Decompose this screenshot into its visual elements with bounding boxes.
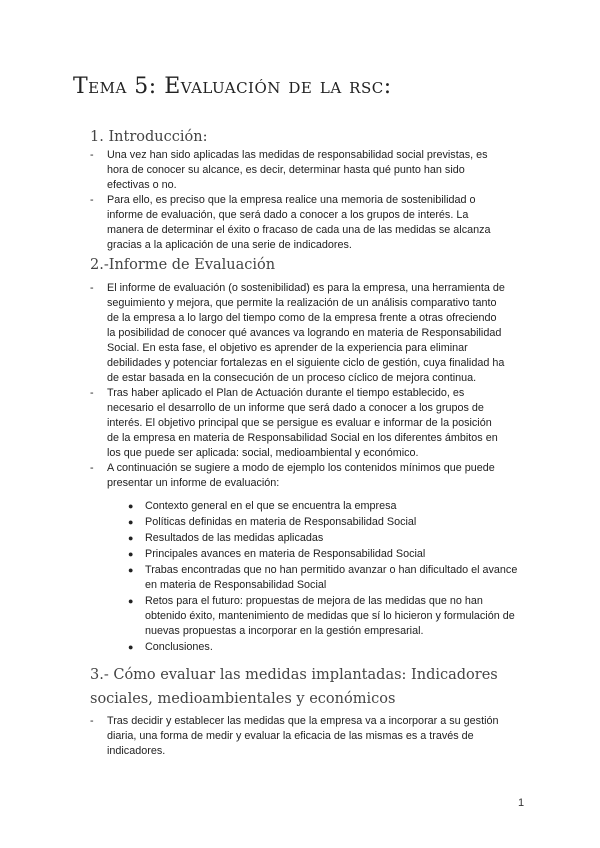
contents-bullet-list	[128, 499, 520, 656]
bullet-item: ● Políticas definidas en materia de Responsabilidad Social	[128, 516, 417, 528]
bullet-item: ● Conclusiones.	[128, 641, 213, 653]
dash-icon: -	[90, 149, 94, 161]
bullet-item: ● Contexto general en el que se encuentra la empresa	[128, 500, 397, 512]
list-item: - Tras haber aplicado el Plan de Actuación durante el tiempo establecido, es necesario el desarrollo de un informe que será dado a conocer a los grupos de interés. El objetivo principal que se persigue es evaluar e informar de la posición de la empresa en materia de Responsabilidad Social en los diferentes ámbitos en los que puede ser aplicada: social, medioambiental y económico.	[90, 387, 498, 459]
section-1-heading: 1. Introducción:	[90, 129, 208, 145]
section-3-heading: 3.- Cómo evaluar las medidas implantadas: Indicadores sociales, medioambientales y económicos	[90, 667, 498, 707]
section-3-list	[90, 714, 505, 759]
page-title: Tema 5: Evaluación de la rsc:	[73, 74, 392, 99]
list-item: - A continuación se sugiere a modo de ejemplo los contenidos mínimos que puede presentar un informe de evaluación:	[90, 462, 495, 489]
bullet-icon: ●	[128, 501, 134, 511]
dash-icon: -	[90, 282, 94, 294]
section-1-list	[90, 148, 505, 253]
section-2-heading: 2.-Informe de Evaluación	[90, 257, 276, 273]
dash-icon: -	[90, 462, 94, 474]
bullet-icon: ●	[128, 549, 134, 559]
bullet-item: ● Trabas encontradas que no han permitido avanzar o han dificultado el avance en materia de Responsabilidad Social	[128, 564, 518, 591]
dash-icon: -	[90, 387, 94, 399]
bullet-item: ● Principales avances en materia de Responsabilidad Social	[128, 548, 426, 560]
dash-icon: -	[90, 715, 94, 727]
bullet-icon: ●	[128, 642, 134, 652]
bullet-icon: ●	[128, 596, 134, 606]
bullet-icon: ●	[128, 565, 134, 575]
bullet-icon: ●	[128, 517, 134, 527]
list-item: - Una vez han sido aplicadas las medidas de responsabilidad social previstas, es hora de conocer su alcance, es decir, determinar hasta qué punto han sido efectivas o no.	[90, 149, 488, 191]
list-item: - Tras decidir y establecer las medidas que la empresa va a incorporar a su gestión diaria, una forma de medir y evaluar la eficacia de las mismas es a través de indicadores.	[90, 715, 499, 757]
section-2-list	[90, 281, 505, 491]
bullet-icon: ●	[128, 533, 134, 543]
page-number: 1	[518, 797, 525, 809]
bullet-item: ● Resultados de las medidas aplicadas	[128, 532, 324, 544]
list-item: - Para ello, es preciso que la empresa realice una memoria de sostenibilidad o informe de evaluación, que será dado a conocer a los grupos de interés. La manera de determinar el éxito o fracaso de cada una de las medidas se alcanza gracias a la aplicación de una serie de indicadores.	[90, 194, 491, 251]
list-item: - El informe de evaluación (o sostenibilidad) es para la empresa, una herramienta de seguimiento y mejora, que permite la realización de un análisis comparativo tanto de la empresa a lo largo del tiempo como de la empresa frente a otras ofreciendo la posibilidad de conocer qué avances va logrando en materia de Responsabilidad Social. En esta fase, el objetivo es aprender de la experiencia para eliminar debilidades y potenciar fortalezas en el siguiente ciclo de gestión, cuya finalidad ha de estar basada en la consecución de un proceso cíclico de mejora continua.	[90, 282, 505, 384]
dash-icon: -	[90, 194, 94, 206]
bullet-item: ● Retos para el futuro: propuestas de mejora de las medidas que no han obtenido éxito, mantenimiento de medidas que sí lo hicieron y formulación de nuevas propuestas a incorporar en la gestión empresarial.	[128, 595, 515, 637]
